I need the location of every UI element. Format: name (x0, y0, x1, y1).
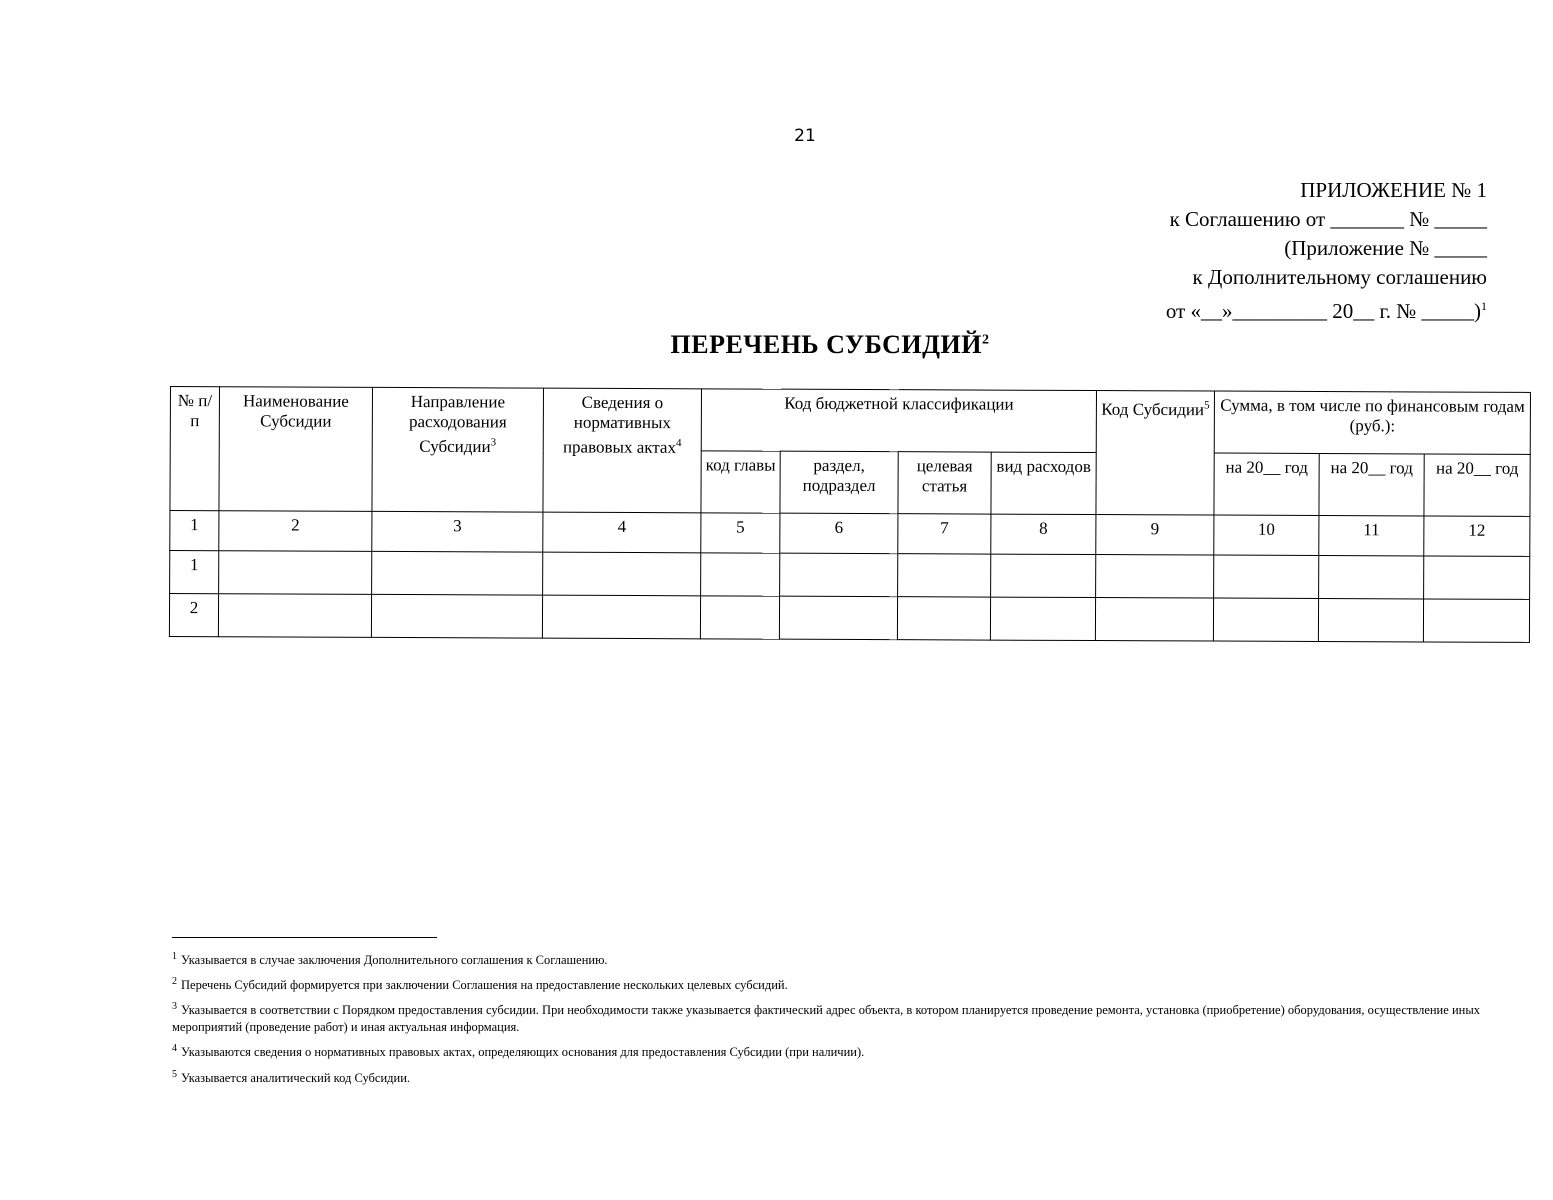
footnote-ref: 3 (490, 436, 497, 449)
column-numbers-row (170, 511, 1530, 557)
footnote-text: Указывается аналитический код Субсидии. (181, 1070, 411, 1085)
column-number: 9 (1096, 515, 1214, 556)
table-cell (1096, 555, 1214, 599)
appendix-date-line: от «__»_________ 20__ г. № _____) (1165, 299, 1481, 323)
footnote-text: Указываются сведения о нормативных правовых актах, определяющих основания для предоставления Субсидии (при наличии). (181, 1045, 865, 1060)
footnote-mark: 1 (172, 951, 177, 962)
table-cell (1319, 556, 1424, 599)
table-cell (1214, 555, 1319, 598)
header-row (170, 387, 1530, 455)
table-cell (700, 596, 779, 639)
footnote (172, 973, 1480, 994)
footnote (172, 1040, 1480, 1061)
subheader-target-article: целевая статья (898, 452, 991, 514)
footnote-ref: 5 (1204, 399, 1210, 412)
table-cell (1095, 598, 1213, 642)
footnote (172, 998, 1480, 1036)
table-cell (1213, 598, 1318, 641)
footnote-mark: 4 (172, 1043, 177, 1055)
subsidies-table (169, 386, 1531, 643)
row-number: 1 (170, 551, 219, 594)
footnote-text: Указывается в случае заключения Дополнительного соглашения к Соглашению. (181, 953, 608, 968)
table-cell (779, 596, 897, 640)
column-number: 2 (219, 511, 372, 552)
table-cell (543, 552, 701, 596)
header-direction (372, 387, 544, 512)
header-direction-text: Направление расходования Субсидии (408, 392, 507, 457)
appendix-line: ПРИЛОЖЕНИЕ № 1 (1300, 178, 1487, 202)
column-number: 10 (1214, 515, 1319, 555)
footnote-ref: 2 (982, 332, 990, 348)
table-cell (372, 551, 543, 595)
subheader-year-3: на 20__ год (1424, 454, 1530, 516)
table-cell (1423, 599, 1529, 642)
row-number: 2 (169, 594, 218, 637)
subheader-section: раздел, подраздел (780, 451, 898, 514)
table-cell (542, 595, 700, 639)
footnote-text: Указывается в соответствии с Порядком предоставления субсидии. При необходимости также указывается фактический адрес объекта, в котором планируется проведение ремонта, установка (приобретение) оборудования, осуществление иных мероприятий (проведение работ) и иная актуальная информация. (172, 1003, 1480, 1035)
column-number: 12 (1424, 516, 1530, 556)
document-title (0, 330, 1553, 360)
appendix-line: (Приложение № _____ (1284, 236, 1487, 260)
header-sum: Сумма, в том числе по финансовым годам (руб.): (1214, 391, 1530, 454)
appendix-header (987, 176, 1487, 326)
page-number: 21 (794, 126, 816, 146)
footnote (172, 1066, 1480, 1087)
column-number: 5 (701, 513, 780, 553)
table-cell (897, 597, 990, 640)
appendix-line (987, 292, 1487, 326)
subheader-year-1: на 20__ год (1214, 453, 1319, 515)
table-cell (990, 597, 1095, 640)
subheader-expense-type: вид расходов (991, 452, 1096, 514)
appendix-line: к Соглашению от _______ № _____ (1169, 207, 1487, 231)
table-cell (371, 594, 542, 638)
footnotes (172, 948, 1480, 1091)
table-cell (1424, 556, 1530, 599)
subheader-chapter-code: код главы (701, 451, 780, 513)
subheader-year-2: на 20__ год (1319, 454, 1424, 516)
column-number: 7 (898, 514, 991, 554)
footnote-mark: 3 (172, 1001, 177, 1013)
column-number: 1 (170, 511, 219, 551)
title-text: ПЕРЕЧЕНЬ СУБСИДИЙ (670, 330, 982, 359)
table-cell (991, 554, 1096, 597)
header-legal-acts (543, 388, 702, 513)
header-budget-classification: Код бюджетной классификации (701, 389, 1096, 453)
footnote-mark: 2 (172, 976, 177, 988)
table-cell (219, 551, 372, 595)
table-cell (701, 553, 780, 596)
table-cell (1318, 599, 1423, 642)
table-cell (898, 554, 991, 597)
table-cell (780, 553, 898, 597)
header-subsidy-code-text: Код Субсидии (1101, 399, 1205, 420)
table-row (170, 551, 1530, 600)
table-cell (218, 594, 371, 638)
column-number: 3 (372, 511, 543, 552)
header-number: № п/п (170, 387, 220, 511)
column-number: 8 (991, 514, 1096, 554)
footnote-ref: 1 (1481, 299, 1487, 313)
appendix-line: к Дополнительному соглашению (1192, 265, 1487, 289)
header-legal-acts-text: Сведения о нормативных правовых актах (562, 392, 677, 457)
table-row (169, 594, 1529, 643)
column-number: 4 (543, 512, 701, 553)
header-subsidy-name: Наименование Субсидии (219, 387, 373, 512)
footnote (172, 948, 1480, 969)
footnote-mark: 5 (172, 1068, 177, 1080)
footnote-ref: 4 (675, 437, 682, 450)
footnote-divider (172, 937, 437, 938)
column-number: 11 (1319, 516, 1424, 556)
column-number: 6 (780, 513, 898, 554)
footnote-text: Перечень Субсидий формируется при заключении Соглашения на предоставление нескольких целевых субсидий. (181, 978, 788, 993)
header-subsidy-code (1096, 391, 1215, 516)
